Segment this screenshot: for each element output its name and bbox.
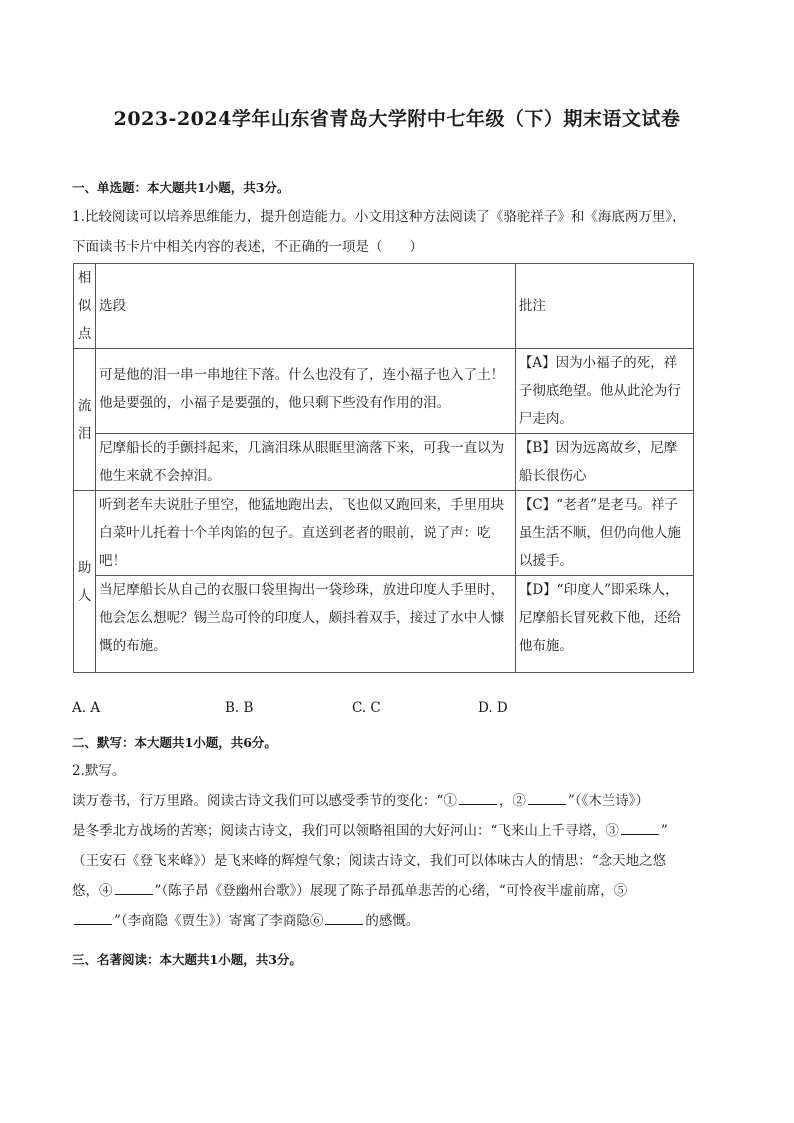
q2-text: 是冬季北方战场的苦寒；阅读古诗文，我们可以领略祖国的大好河山：“飞来山上千寻塔，③ [72,823,619,839]
table-row [74,434,694,491]
question-2-line [72,846,724,876]
excerpt-cell: 听到老车夫说肚子里空，他猛地跑出去，飞也似又跑回来，手里用块白菜叶儿托着十个羊肉馅的包子。直送到老者的眼前，说了声：吃吧！ [96,491,516,576]
q2-text: ，② [498,793,526,809]
question-2 [72,756,724,936]
table-row [74,349,694,434]
answer-blank-6[interactable] [325,910,363,925]
answer-blank-5[interactable] [74,910,112,925]
q2-text: ”（陈子昂《登幽州台歌》）展现了陈子昂孤单悲苦的心绪，“可怜夜半虚前席，⑤ [154,883,628,899]
q2-text: 的感慨。 [365,913,420,929]
q2-text: 读万卷书，行万里路。阅读古诗文我们可以感受季节的变化：“① [72,793,457,809]
table-row [74,576,694,673]
section-3-heading: 三、名著阅读：本大题共1小题，共3分。 [72,952,302,967]
question-1-stem-line1: 1.比较阅读可以培养思维能力，提升创造能力。小文用这种方法阅读了《骆驼祥子》和《海底两万里》， [72,209,686,225]
exam-title: 2023-2024学年山东省青岛大学附中七年级（下）期末语文试卷 [113,108,681,130]
answer-blank-1[interactable] [459,790,497,805]
group-label-tears-text: 流 泪 [77,397,92,442]
group-label-tears [74,349,96,491]
excerpt-cell: 可是他的泪一串一串地往下落。什么也没有了，连小福子也入了土！他是要强的，小福子是要强的，他只剩下些没有作用的泪。 [96,349,516,434]
section-2-heading: 二、默写：本大题共1小题，共6分。 [72,735,277,750]
answer-blank-4[interactable] [115,880,153,895]
group-label-help-text: 助 人 [77,559,92,604]
q2-text: 悠，④ [72,883,113,899]
answer-blank-3[interactable] [621,820,659,835]
question-2-line [72,906,724,936]
table-header-row [74,264,694,349]
header-similarity [74,264,96,349]
header-annotation: 批注 [515,264,693,349]
header-similarity-label: 相 似 点 [77,270,92,342]
option-c[interactable]: C. C [352,700,381,716]
q2-text: （王安石《登飞来峰》）是飞来峰的辉煌气象；阅读古诗文，我们可以体味古人的情思：“念天地之悠 [72,853,667,869]
question-2-line [72,876,724,906]
question-1-stem [72,202,724,262]
annotation-cell: 【A】因为小福子的死，祥子彻底绝望。他从此沦为行尸走肉。 [515,349,693,434]
q2-text: ”（李商隐《贾生》）寄寓了李商隐⑥ [114,913,324,929]
annotation-cell: 【D】“印度人”即采珠人，尼摩船长冒死救下他，还给他布施。 [515,576,693,673]
section-1-heading: 一、单选题：本大题共1小题，共3分。 [72,180,290,195]
question-2-stem: 2.默写。 [72,763,126,779]
excerpt-cell: 尼摩船长的手颤抖起来，几滴泪珠从眼眶里滴落下来，可我一直以为他生来就不会掉泪。 [96,434,516,491]
header-excerpt: 选段 [96,264,516,349]
annotation-cell: 【C】“老者”是老马。祥子虽生活不顺，但仍向他人施以援手。 [515,491,693,576]
group-label-help [74,491,96,673]
question-2-line [72,786,724,816]
excerpt-cell: 当尼摩船长从自己的衣服口袋里掏出一袋珍珠，放进印度人手里时，他会怎么想呢？锡兰岛可怜的印度人，颇抖着双手，接过了水中人慷慨的布施。 [96,576,516,673]
question-1-stem-line2: 下面读书卡片中相关内容的表述，不正确的一项是（ ） [72,239,423,255]
q2-text: ” [660,823,668,839]
question-2-line [72,816,724,846]
table-row [74,491,694,576]
option-d[interactable]: D. D [478,700,508,716]
option-b[interactable]: B. B [225,700,254,716]
annotation-cell: 【B】因为远离故乡，尼摩船长很伤心 [515,434,693,491]
answer-blank-2[interactable] [528,790,566,805]
q2-text: ”（《木兰诗》） [567,793,650,809]
reading-card-table [73,263,694,673]
option-a[interactable]: A. A [72,700,101,716]
